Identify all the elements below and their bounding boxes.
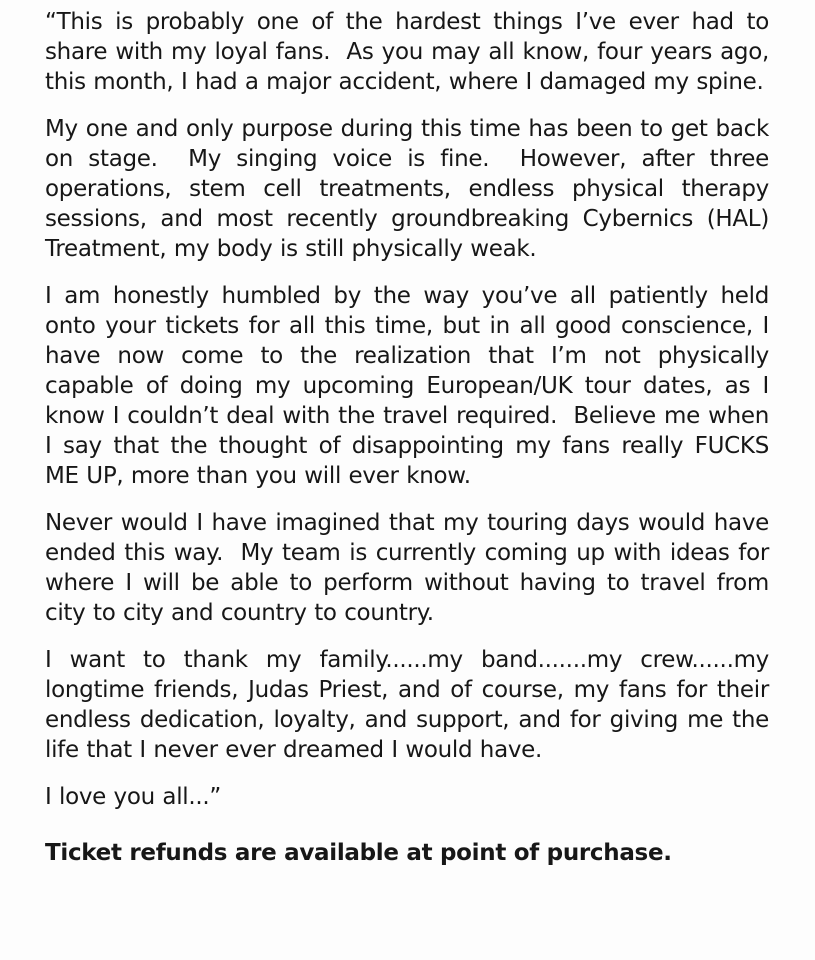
statement-closing-line: I love you all...” (45, 784, 222, 810)
refund-notice: Ticket refunds are available at point of purchase. (45, 840, 672, 866)
statement-paragraph-accident: “This is probably one of the hardest things I’ve ever had to share with my loyal fans. As you may all know, four years ago, this month, I had a major accident, where I damaged my spine. (45, 9, 777, 95)
statement-paragraph-thanks: I want to thank my family......my band.......my crew......my longtime friends, Judas Priest, and of course, my fans for their endless dedication, loyalty, and support, and for giving me the life that I never ever dreamed I would have. (45, 647, 777, 763)
statement-paragraph-recovery: My one and only purpose during this time has been to get back on stage. My singing voice is fine. However, after three operations, stem cell treatments, endless physical therapy sessions, and most recently groundbreaking Cybernics (HAL) Treatment, my body is still physically weak. (45, 116, 777, 262)
statement-paragraph-cancellation: I am honestly humbled by the way you’ve all patiently held onto your tickets for all this time, but in all good conscience, I have now come to the realization that I’m not physically capable of doing my upcoming European/UK tour dates, as I know I couldn’t deal with the travel required. Believe me when I say that the thought of disappointing my fans really FUCKS ME UP, more than you will ever know. (45, 283, 777, 489)
statement-paragraph-touring-days: Never would I have imagined that my touring days would have ended this way. My team is currently coming up with ideas for where I will be able to perform without having to travel from city to city and country to country. (45, 510, 777, 626)
